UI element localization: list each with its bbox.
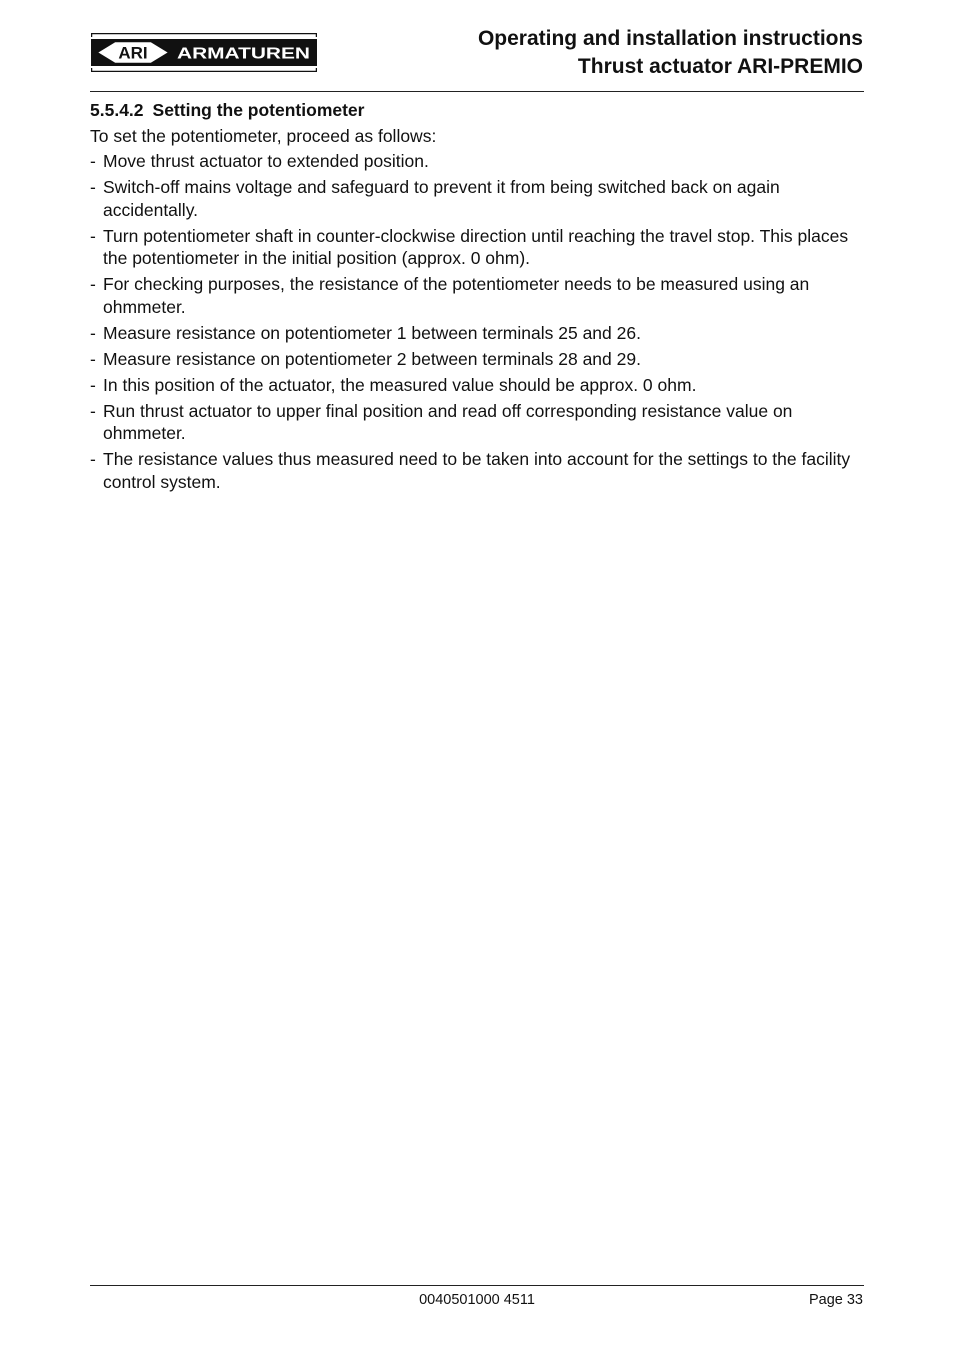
- section-number: 5.5.4.2: [90, 100, 144, 120]
- step-text: For checking purposes, the resistance of the potentiometer needs to be measured using an ohmmeter.: [103, 274, 810, 317]
- section-title: Setting the potentiometer: [152, 100, 365, 120]
- list-item: [90, 400, 864, 445]
- section-intro: To set the potentiometer, proceed as follows:: [90, 126, 437, 146]
- list-item: [90, 176, 864, 221]
- list-bullet: -: [90, 322, 96, 343]
- list-bullet: -: [90, 177, 96, 197]
- list-item: [90, 374, 864, 397]
- list-item: [90, 225, 864, 270]
- document-title: [478, 25, 863, 81]
- main-content: [90, 99, 864, 497]
- list-bullet: -: [90, 374, 96, 395]
- step-text: The resistance values thus measured need to be taken into account for the settings to the facility control system.: [103, 449, 851, 492]
- procedure-steps: [90, 150, 864, 493]
- step-text: Run thrust actuator to upper final position and read off corresponding resistance value on ohmmeter.: [103, 400, 793, 443]
- list-bullet: -: [90, 400, 96, 421]
- header-divider: [90, 91, 864, 92]
- step-text: Switch-off mains voltage and safeguard to prevent it from being switched back on again accidentally.: [103, 177, 780, 220]
- footer-divider: [90, 1285, 864, 1286]
- list-item: [90, 322, 864, 345]
- svg-text:ARMATUREN: ARMATUREN: [177, 45, 310, 63]
- step-text: Move thrust actuator to extended position.: [103, 151, 429, 171]
- list-bullet: -: [90, 449, 96, 469]
- step-text: Measure resistance on potentiometer 2 between terminals 28 and 29.: [103, 348, 641, 369]
- list-bullet: -: [90, 225, 96, 246]
- step-text: Measure resistance on potentiometer 1 between terminals 25 and 26.: [103, 322, 641, 343]
- step-text: In this position of the actuator, the measured value should be approx. 0 ohm.: [103, 374, 697, 395]
- list-bullet: -: [90, 151, 96, 171]
- svg-text:ARI: ARI: [118, 43, 148, 63]
- title-line-1: Operating and installation instructions: [477, 27, 863, 50]
- list-item: [90, 348, 864, 371]
- title-line-2: Thrust actuator ARI-PREMIO: [577, 55, 863, 78]
- list-item: [90, 150, 864, 173]
- list-item: [90, 448, 864, 493]
- ari-armaturen-logo: [91, 33, 317, 72]
- page-number: Page 33: [808, 1292, 863, 1308]
- document-number: 0040501000 4511: [419, 1292, 535, 1308]
- list-item: [90, 273, 864, 318]
- step-text: Turn potentiometer shaft in counter-clockwise direction until reaching the travel stop. This places the potentiometer in the initial position (approx. 0 ohm).: [103, 225, 849, 268]
- list-bullet: -: [90, 348, 96, 369]
- section-heading: [90, 99, 864, 121]
- list-bullet: -: [90, 274, 96, 294]
